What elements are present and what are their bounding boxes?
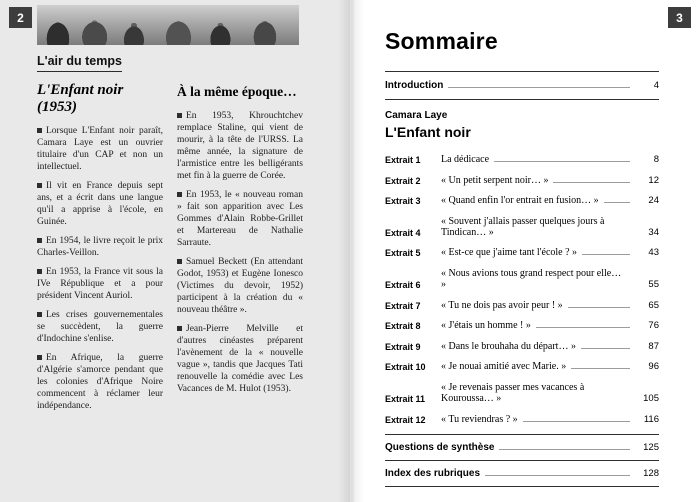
toc-page-number: 55 bbox=[648, 278, 659, 290]
toc-page-number: 116 bbox=[643, 413, 659, 425]
column-right bbox=[177, 82, 303, 419]
paragraph bbox=[177, 189, 303, 249]
toc-label: Introduction bbox=[385, 80, 444, 91]
paragraph bbox=[37, 352, 163, 412]
extrait-label: Extrait 2 bbox=[385, 175, 421, 186]
toc-row-extrait bbox=[385, 341, 659, 352]
leader-line bbox=[499, 449, 630, 450]
section-header: L'air du temps bbox=[37, 54, 122, 72]
toc-row-extrait bbox=[385, 247, 659, 258]
divider bbox=[385, 99, 659, 100]
toc-row-index bbox=[385, 468, 659, 479]
extrait-title: « J'étais un homme ! » bbox=[441, 320, 531, 332]
toc-page-number: 12 bbox=[648, 174, 659, 186]
toc-row-extrait bbox=[385, 361, 659, 372]
extrait-title: « Je nouai amitié avec Marie. » bbox=[441, 361, 567, 373]
toc-row-extrait bbox=[385, 300, 659, 311]
square-bullet-icon bbox=[177, 259, 182, 264]
paragraph bbox=[37, 180, 163, 228]
divider bbox=[385, 434, 659, 435]
article-title: L'Enfant noir (1953) bbox=[37, 82, 124, 116]
toc-row-extrait bbox=[385, 268, 659, 290]
extrait-label: Extrait 9 bbox=[385, 341, 421, 352]
square-bullet-icon bbox=[177, 326, 182, 331]
left-page-content bbox=[37, 52, 303, 419]
toc-page-number: 128 bbox=[643, 468, 659, 480]
square-bullet-icon bbox=[37, 128, 42, 133]
toc-row-extrait bbox=[385, 175, 659, 186]
extrait-label: Extrait 7 bbox=[385, 300, 421, 311]
leader-line bbox=[448, 87, 630, 88]
page-number-left: 2 bbox=[9, 7, 32, 28]
leader-line bbox=[485, 475, 630, 476]
work-title: L'Enfant noir bbox=[385, 124, 471, 140]
square-bullet-icon bbox=[37, 269, 42, 274]
paragraph-text: Jean-Pierre Melville et d'autres cinéastes préparent l'avènement de la « nouvelle vague », tandis que Jacques Tati renouvelle la comédie avec Les Vacances de M. Hulot (1953). bbox=[177, 324, 303, 394]
toc-page-number: 65 bbox=[648, 299, 659, 311]
extrait-title: « Je revenais passer mes vacances à Kouroussa… » bbox=[441, 381, 585, 404]
column-left bbox=[37, 82, 163, 419]
toc-row-introduction bbox=[385, 80, 659, 91]
paragraph bbox=[37, 235, 163, 259]
square-bullet-icon bbox=[37, 355, 42, 360]
extrait-label: Extrait 8 bbox=[385, 321, 421, 332]
leader-line bbox=[582, 254, 630, 255]
leader-line bbox=[523, 421, 630, 422]
right-page bbox=[350, 0, 700, 502]
square-bullet-icon bbox=[37, 238, 42, 243]
extrait-title: « Tu reviendras ? » bbox=[441, 413, 518, 425]
extrait-label: Extrait 12 bbox=[385, 414, 426, 425]
toc-row-extrait bbox=[385, 382, 659, 404]
leader-line bbox=[571, 368, 630, 369]
leader-line bbox=[568, 307, 630, 308]
extrait-label: Extrait 1 bbox=[385, 155, 421, 165]
sidebar-title: À la même époque… bbox=[177, 84, 297, 99]
extrait-label: Extrait 10 bbox=[385, 362, 426, 373]
page-number-right: 3 bbox=[668, 7, 691, 28]
extrait-title: « Souvent j'allais passer quelques jours à Tindican… » bbox=[441, 215, 605, 238]
toc-page-number: 105 bbox=[643, 392, 659, 404]
extrait-title: « Nous avions tous grand respect pour elle… » bbox=[441, 267, 622, 290]
header-photo bbox=[37, 5, 299, 45]
extrait-title: « Quand enfin l'or entrait en fusion… » bbox=[441, 195, 599, 207]
toc-row-questions bbox=[385, 442, 659, 453]
toc-page-number: 96 bbox=[648, 361, 659, 373]
divider bbox=[385, 71, 659, 72]
extrait-label: Extrait 3 bbox=[385, 196, 421, 207]
paragraph bbox=[37, 309, 163, 345]
toc-label: Questions de synthèse bbox=[385, 442, 495, 454]
divider bbox=[385, 486, 659, 487]
leader-line bbox=[536, 327, 630, 328]
extrait-title: « Tu ne dois pas avoir peur ! » bbox=[441, 299, 563, 311]
toc-label: Index des rubriques bbox=[385, 468, 481, 480]
extrait-label: Extrait 4 bbox=[385, 227, 421, 238]
paragraph-text: En 1953, Khrouchtchev remplace Staline, qui vient de mourir, à la tête de l'URSS. La même année, la signature de l'armistice entre les belligérants met fin à la guerre de Corée. bbox=[177, 111, 303, 181]
extrait-title: « Un petit serpent noir… » bbox=[441, 174, 549, 186]
two-column-layout bbox=[37, 82, 303, 419]
square-bullet-icon bbox=[177, 192, 182, 197]
leader-line bbox=[494, 161, 630, 162]
paragraph-text: Les crises gouvernementales se succèdent, la guerre d'Indochine s'enlise. bbox=[37, 309, 163, 344]
toc-page-number: 4 bbox=[653, 80, 659, 91]
table-of-contents bbox=[385, 0, 659, 487]
paragraph-text: Lorsque L'Enfant noir paraît, Camara Laye est un ouvrier titulaire d'un CAP et non un intellectuel. bbox=[37, 125, 163, 172]
leader-line bbox=[553, 182, 630, 183]
paragraph bbox=[177, 256, 303, 316]
toc-page-number: 76 bbox=[648, 320, 659, 332]
paragraph-text: En 1954, le livre reçoit le prix Charles-Veillon. bbox=[37, 235, 163, 258]
extrait-title: « Est-ce que j'aime tant l'école ? » bbox=[441, 247, 578, 259]
extrait-title: La dédicace bbox=[441, 154, 490, 165]
toc-page-number: 8 bbox=[653, 154, 659, 165]
extrait-label: Extrait 6 bbox=[385, 279, 421, 290]
toc-page-number: 125 bbox=[643, 442, 659, 454]
paragraph-text: En Afrique, la guerre d'Algérie s'amorce pendant que les colonies d'Afrique Noire commencent à réclamer leur indépendance. bbox=[37, 352, 163, 411]
paragraph-text: En 1953, le « nouveau roman » fait son apparition avec Les Gommes d'Alain Robbe-Grillet et Martereau de Nathalie Sarraute. bbox=[177, 190, 303, 248]
paragraph-text: Il vit en France depuis sept ans, et a écrit dans une langue qu'il a apprise à l'école, en Guinée. bbox=[37, 180, 163, 227]
paragraph bbox=[37, 266, 163, 302]
leader-line bbox=[604, 202, 630, 203]
toc-page-number: 43 bbox=[648, 247, 659, 259]
toc-row-extrait bbox=[385, 414, 659, 425]
paragraph-text: En 1953, la France vit sous la IVe République et a pour président Vincent Auriol. bbox=[37, 266, 163, 301]
toc-row-extrait bbox=[385, 216, 659, 238]
work-heading bbox=[385, 110, 659, 140]
extrait-label: Extrait 5 bbox=[385, 248, 421, 259]
paragraph bbox=[37, 125, 163, 173]
toc-row-extrait bbox=[385, 154, 659, 165]
toc-page-number: 24 bbox=[648, 195, 659, 207]
divider bbox=[385, 460, 659, 461]
square-bullet-icon bbox=[37, 183, 42, 188]
toc-row-extrait bbox=[385, 195, 659, 206]
extrait-title: « Dans le brouhaha du départ… » bbox=[441, 340, 576, 352]
toc-title: Sommaire bbox=[385, 28, 498, 54]
leader-line bbox=[581, 348, 630, 349]
toc-row-extrait bbox=[385, 320, 659, 331]
paragraph bbox=[177, 110, 303, 182]
extrait-label: Extrait 11 bbox=[385, 393, 426, 404]
square-bullet-icon bbox=[37, 312, 42, 317]
paragraph-text: Samuel Beckett (En attendant Godot, 1953) et Eugène Ionesco (Victimes du devoir, 1952) participent à la création du « nouveau théâtre ». bbox=[177, 257, 303, 315]
square-bullet-icon bbox=[177, 113, 182, 118]
author-name: Camara Laye bbox=[385, 110, 448, 121]
toc-page-number: 34 bbox=[648, 226, 659, 238]
paragraph bbox=[177, 323, 303, 395]
toc-page-number: 87 bbox=[648, 340, 659, 352]
